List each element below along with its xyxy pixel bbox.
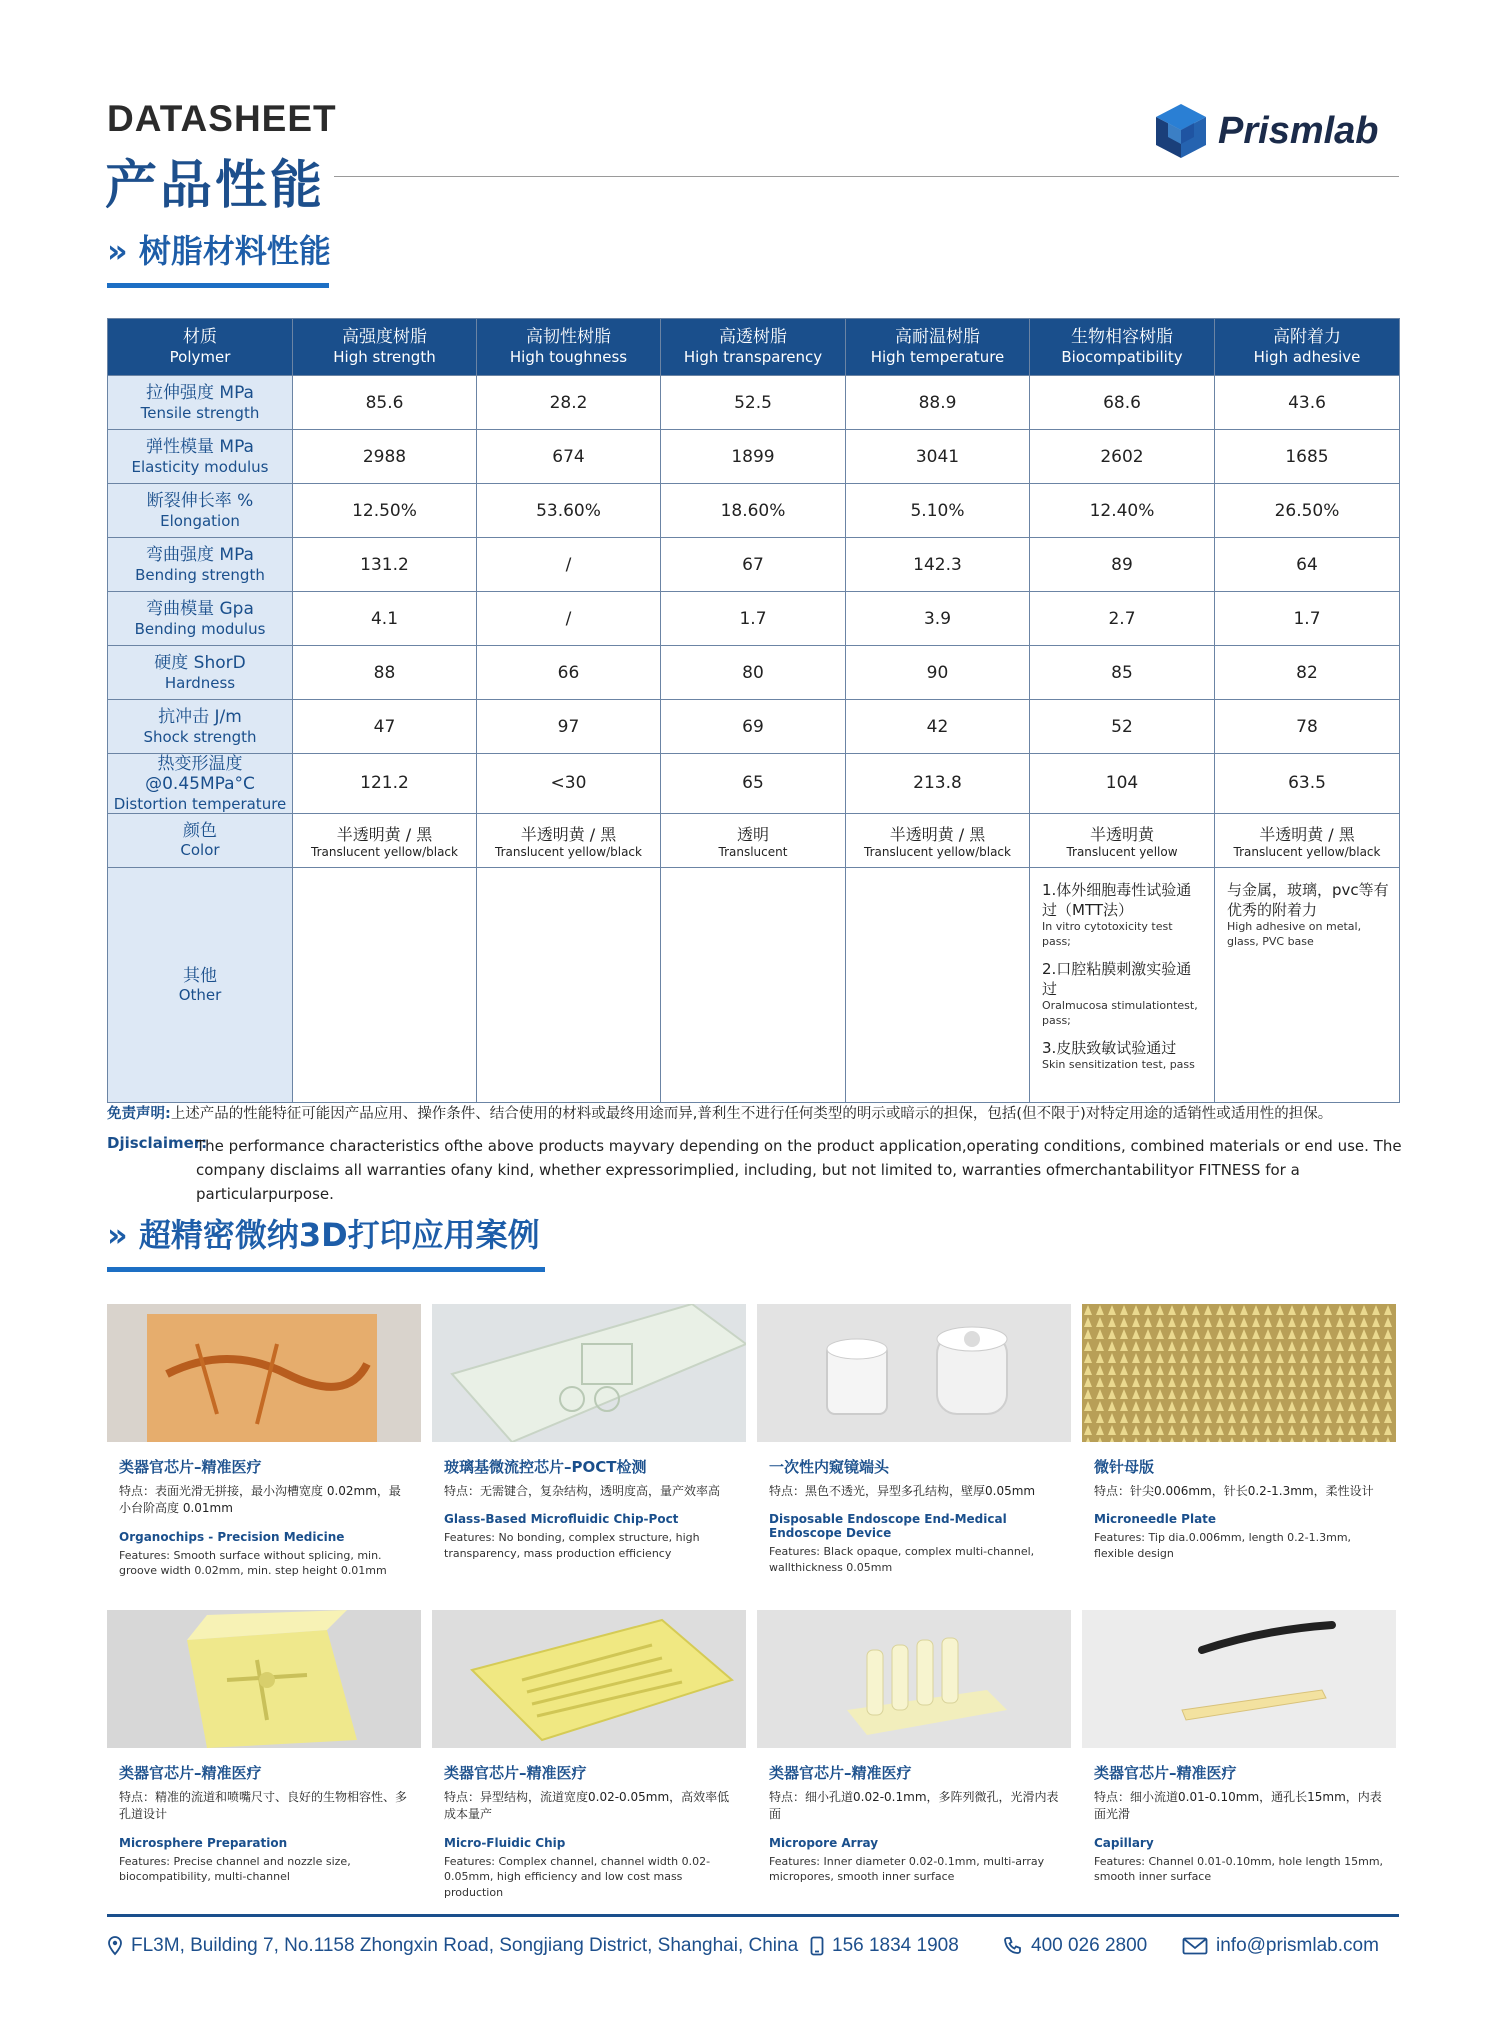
brand-name: Prismlab bbox=[1218, 109, 1379, 152]
prismlab-cube-icon bbox=[1152, 102, 1210, 160]
table-cell: 85.6 bbox=[293, 376, 477, 430]
case-title-en: Capillary bbox=[1094, 1835, 1154, 1850]
color-cell bbox=[477, 813, 661, 867]
table-cell: 213.8 bbox=[846, 754, 1030, 814]
row-header-en: Distortion temperature bbox=[113, 794, 287, 813]
case-photo bbox=[432, 1304, 746, 1442]
row-header-en: Hardness bbox=[164, 673, 236, 692]
table-cell: 1.7 bbox=[661, 592, 846, 646]
disclaimer-en-text: The performance characteristics ofthe above products mayvary depending on the product application,operating conditions, combined materials or end use. The company disclaims all warranties ofany kind, whether expressorimplied, including, but not limited to, warranties ofmerchantabilityor FITNESS for a particularpurpose. bbox=[196, 1137, 1402, 1203]
row-header-cn: 其他 bbox=[183, 965, 217, 986]
case-desc-en: Features: Smooth surface without splicing, min. groove width 0.02mm, min. step height 0.01mm bbox=[119, 1548, 387, 1578]
row-header-cn: 弯曲模量 Gpa bbox=[146, 599, 254, 620]
section-underline bbox=[107, 1267, 545, 1272]
case-title-cn: 玻璃基微流控芯片–POCT检测 bbox=[444, 1458, 647, 1476]
email-icon bbox=[1182, 1937, 1208, 1955]
case-title-cn: 类器官芯片–精准医疗 bbox=[1094, 1764, 1237, 1782]
table-cell: 65 bbox=[661, 754, 846, 814]
datasheet-title: DATASHEET bbox=[107, 98, 337, 139]
column-header-cn: 高强度树脂 bbox=[342, 327, 427, 347]
color-cn: 半透明黄 / 黑 bbox=[1259, 824, 1355, 844]
resin-properties-table bbox=[107, 318, 1400, 1103]
column-header-en: Biocompatibility bbox=[1061, 348, 1183, 367]
row-header-cn: 弯曲强度 MPa bbox=[146, 545, 254, 566]
row-header-cn: 抗冲击 J/m bbox=[158, 707, 242, 728]
table-cell: 2988 bbox=[293, 430, 477, 484]
row-header bbox=[108, 754, 293, 814]
table-cell: 85 bbox=[1030, 646, 1215, 700]
disclaimer-cn-text: 上述产品的性能特征可能因产品应用、操作条件、结合使用的材料或最终用途而异,普利生不进行任何类型的明示或暗示的担保，包括(但不限于)对特定用途的适销性或适用性的担保。 bbox=[170, 1106, 1333, 1122]
table-cell: 3.9 bbox=[846, 592, 1030, 646]
empty-cell bbox=[477, 867, 661, 1102]
datasheet-title-cn: 产品性能 bbox=[105, 156, 326, 216]
color-cell bbox=[1030, 813, 1215, 867]
adhesive-note-en: High adhesive on metal, glass, PVC base bbox=[1227, 920, 1362, 948]
row-header bbox=[108, 376, 293, 430]
case-photo bbox=[107, 1610, 421, 1748]
email-text[interactable]: info@prismlab.com bbox=[1216, 1935, 1379, 1956]
case-title-cn: 类器官芯片–精准医疗 bbox=[444, 1764, 587, 1782]
column-header-en: High transparency bbox=[683, 348, 823, 367]
bio-note-cn: 2.口腔粘膜刺激实验通过 bbox=[1042, 959, 1192, 999]
table-cell: 52.5 bbox=[661, 376, 846, 430]
color-cell bbox=[846, 813, 1030, 867]
bio-notes-cell bbox=[1030, 867, 1215, 1102]
case-desc-en: Features: Precise channel and nozzle size, biocompatibility, multi-channel bbox=[119, 1854, 351, 1884]
table-row-color bbox=[108, 813, 1400, 867]
footer-address bbox=[107, 1935, 798, 1957]
footer-mobile bbox=[810, 1935, 959, 1957]
table-cell: 1.7 bbox=[1215, 592, 1400, 646]
empty-cell bbox=[293, 867, 477, 1102]
table-cell: 121.2 bbox=[293, 754, 477, 814]
row-header-cn: 热变形温度 @0.45MPa°C bbox=[145, 754, 255, 795]
table-cell: 90 bbox=[846, 646, 1030, 700]
case-photo bbox=[107, 1304, 421, 1442]
table-cell: 26.50% bbox=[1215, 484, 1400, 538]
color-en: Translucent yellow/black bbox=[1233, 844, 1381, 859]
column-header-en: High toughness bbox=[509, 348, 628, 367]
color-en: Translucent yellow/black bbox=[495, 844, 642, 859]
bio-note-en: Skin sensitization test, pass bbox=[1042, 1058, 1195, 1072]
case-title-en: Microneedle Plate bbox=[1094, 1512, 1217, 1527]
case-card bbox=[107, 1610, 421, 1885]
bio-note-cn: 3.皮肤致敏试验通过 bbox=[1042, 1038, 1177, 1057]
color-en: Translucent bbox=[718, 844, 788, 859]
column-header-cn: 高韧性树脂 bbox=[526, 327, 611, 347]
column-header-resin bbox=[1215, 319, 1400, 376]
case-photo bbox=[1082, 1304, 1396, 1442]
row-header-cn: 颜色 bbox=[183, 821, 217, 842]
column-header-en: Polymer bbox=[169, 348, 231, 367]
table-cell: 2602 bbox=[1030, 430, 1215, 484]
row-header-en: Bending modulus bbox=[134, 619, 266, 638]
section-title-cases: » 超精密微纳3D打印应用案例 bbox=[107, 1216, 540, 1254]
empty-cell bbox=[846, 867, 1030, 1102]
case-title-cn: 一次性内窥镜端头 bbox=[769, 1458, 890, 1476]
section-title-resin: » 树脂材料性能 bbox=[107, 232, 331, 270]
table-row bbox=[108, 646, 1400, 700]
case-desc-cn: 特点：表面光滑无拼接，最小沟槽宽度 0.02mm，最小台阶高度 0.01mm bbox=[119, 1484, 401, 1516]
table-cell: / bbox=[477, 538, 661, 592]
table-cell: <30 bbox=[477, 754, 661, 814]
table-header-row bbox=[108, 319, 1400, 376]
table-row bbox=[108, 592, 1400, 646]
case-card bbox=[1082, 1610, 1396, 1885]
table-cell: 97 bbox=[477, 700, 661, 754]
case-title-cn: 类器官芯片–精准医疗 bbox=[119, 1458, 262, 1476]
column-header-polymer bbox=[108, 319, 293, 376]
table-cell: 68.6 bbox=[1030, 376, 1215, 430]
brand-logo bbox=[1152, 96, 1402, 166]
column-header-resin bbox=[661, 319, 846, 376]
row-header-cn: 硬度 ShorD bbox=[154, 653, 246, 674]
table-cell: 47 bbox=[293, 700, 477, 754]
color-cell bbox=[1215, 813, 1400, 867]
column-header-cn: 高附着力 bbox=[1273, 327, 1341, 347]
case-card bbox=[1082, 1304, 1396, 1561]
row-header-en: Shock strength bbox=[143, 727, 257, 746]
case-desc-cn: 特点：无需键合，复杂结构，透明度高，量产效率高 bbox=[444, 1484, 721, 1498]
case-card bbox=[432, 1304, 746, 1561]
row-header-cn: 断裂伸长率 % bbox=[146, 491, 254, 512]
footer-phone bbox=[1003, 1935, 1147, 1957]
empty-cell bbox=[661, 867, 846, 1102]
table-cell: 88 bbox=[293, 646, 477, 700]
color-cell bbox=[661, 813, 846, 867]
case-desc-en: Features: No bonding, complex structure, high transparency, mass production efficiency bbox=[444, 1531, 700, 1560]
table-row bbox=[108, 430, 1400, 484]
table-row bbox=[108, 700, 1400, 754]
color-en: Translucent yellow/black bbox=[864, 844, 1011, 859]
bio-note-cn: 1.体外细胞毒性试验通过（MTT法） bbox=[1042, 880, 1192, 920]
row-header-cn: 拉伸强度 MPa bbox=[146, 383, 254, 404]
disclaimer-cn-label: 免责声明: bbox=[107, 1106, 171, 1122]
table-cell: 28.2 bbox=[477, 376, 661, 430]
column-header-resin bbox=[846, 319, 1030, 376]
row-header-en: Tensile strength bbox=[140, 403, 260, 422]
color-cell bbox=[293, 813, 477, 867]
color-cn: 透明 bbox=[736, 824, 769, 844]
case-photo bbox=[757, 1610, 1071, 1748]
row-header-en: Elasticity modulus bbox=[131, 457, 269, 476]
table-row-other bbox=[108, 867, 1400, 1102]
column-header-en: High temperature bbox=[870, 348, 1005, 367]
table-cell: 82 bbox=[1215, 646, 1400, 700]
table-row bbox=[108, 376, 1400, 430]
phone-text[interactable]: 400 026 2800 bbox=[1031, 1935, 1148, 1956]
mobile-phone-icon bbox=[810, 1936, 824, 1956]
table-cell: 5.10% bbox=[846, 484, 1030, 538]
footer-email bbox=[1182, 1935, 1379, 1957]
color-en: Translucent yellow bbox=[1066, 844, 1178, 859]
table-row bbox=[108, 538, 1400, 592]
column-header-en: High strength bbox=[333, 348, 436, 367]
location-pin-icon bbox=[107, 1936, 123, 1956]
row-header-en: Bending strength bbox=[135, 565, 265, 584]
bio-note-en: Oralmucosa stimulationtest, pass; bbox=[1042, 999, 1198, 1027]
table-cell: 53.60% bbox=[477, 484, 661, 538]
case-title-en: Micropore Array bbox=[769, 1835, 879, 1850]
table-cell: 63.5 bbox=[1215, 754, 1400, 814]
table-cell: 69 bbox=[661, 700, 846, 754]
table-cell: 67 bbox=[661, 538, 846, 592]
bio-note-en: In vitro cytotoxicity test pass; bbox=[1042, 920, 1173, 948]
case-title-en: Organochips - Precision Medicine bbox=[119, 1529, 345, 1544]
case-desc-cn: 特点：针尖0.006mm，针长0.2-1.3mm，柔性设计 bbox=[1094, 1484, 1374, 1498]
row-header bbox=[108, 813, 293, 867]
case-desc-cn: 特点：细小流道0.01-0.10mm，通孔长15mm，内表面光滑 bbox=[1094, 1790, 1382, 1822]
column-header-resin bbox=[477, 319, 661, 376]
row-header bbox=[108, 592, 293, 646]
row-header-cn: 弹性模量 MPa bbox=[146, 437, 254, 458]
table-cell: 1685 bbox=[1215, 430, 1400, 484]
adhesive-note-cn: 与金属，玻璃，pvc等有优秀的附着力 bbox=[1227, 880, 1389, 920]
mobile-text[interactable]: 156 1834 1908 bbox=[832, 1935, 959, 1956]
case-card bbox=[757, 1610, 1071, 1885]
color-cn: 半透明黄 / 黑 bbox=[889, 824, 986, 844]
phone-icon bbox=[1003, 1936, 1023, 1956]
row-header bbox=[108, 700, 293, 754]
case-desc-en: Features: Inner diameter 0.02-0.1mm, multi-array micropores, smooth inner surface bbox=[769, 1854, 1045, 1884]
table-cell: 18.60% bbox=[661, 484, 846, 538]
table-cell: 12.40% bbox=[1030, 484, 1215, 538]
table-cell: 1899 bbox=[661, 430, 846, 484]
table-cell: 66 bbox=[477, 646, 661, 700]
table-cell: 88.9 bbox=[846, 376, 1030, 430]
case-card bbox=[107, 1304, 421, 1579]
color-cn: 半透明黄 / 黑 bbox=[520, 824, 617, 844]
column-header-cn: 生物相容树脂 bbox=[1071, 327, 1173, 347]
table-cell: 3041 bbox=[846, 430, 1030, 484]
row-header bbox=[108, 430, 293, 484]
row-header-en: Other bbox=[178, 985, 222, 1004]
color-cn: 半透明黄 / 黑 bbox=[336, 824, 433, 844]
case-title-en: Disposable Endoscope End-Medical Endoscope Device bbox=[769, 1512, 1007, 1541]
case-title-en: Glass-Based Microfluidic Chip-Poct bbox=[444, 1512, 679, 1527]
case-title-cn: 类器官芯片–精准医疗 bbox=[769, 1764, 912, 1782]
row-header-en: Elongation bbox=[160, 511, 240, 530]
column-header-cn: 材质 bbox=[183, 327, 217, 347]
row-header-en: Color bbox=[180, 841, 220, 860]
disclaimer-cn bbox=[107, 1102, 1407, 1123]
case-photo bbox=[432, 1610, 746, 1748]
table-cell: 104 bbox=[1030, 754, 1215, 814]
table-cell: 52 bbox=[1030, 700, 1215, 754]
case-title-en: Micro-Fluidic Chip bbox=[444, 1835, 566, 1850]
case-title-cn: 类器官芯片–精准医疗 bbox=[119, 1764, 262, 1782]
table-cell: 89 bbox=[1030, 538, 1215, 592]
adhesive-note-cell bbox=[1215, 867, 1400, 1102]
column-header-cn: 高透树脂 bbox=[719, 327, 787, 347]
column-header-resin bbox=[293, 319, 477, 376]
column-header-en: High adhesive bbox=[1253, 348, 1361, 367]
case-card bbox=[432, 1610, 746, 1900]
case-card bbox=[757, 1304, 1071, 1575]
table-cell: 78 bbox=[1215, 700, 1400, 754]
case-desc-en: Features: Tip dia.0.006mm, length 0.2-1.3mm, flexible design bbox=[1094, 1531, 1352, 1560]
case-photo bbox=[757, 1304, 1071, 1442]
table-cell: 4.1 bbox=[293, 592, 477, 646]
header-divider bbox=[334, 176, 1399, 177]
case-title-cn: 微针母版 bbox=[1094, 1458, 1155, 1476]
row-header bbox=[108, 538, 293, 592]
table-cell: 142.3 bbox=[846, 538, 1030, 592]
color-en: Translucent yellow/black bbox=[311, 844, 458, 859]
case-desc-cn: 特点：细小孔道0.02-0.1mm，多阵列微孔，光滑内表面 bbox=[769, 1790, 1059, 1822]
section-underline bbox=[107, 283, 329, 288]
table-row bbox=[108, 484, 1400, 538]
row-header bbox=[108, 484, 293, 538]
table-cell: 131.2 bbox=[293, 538, 477, 592]
row-header bbox=[108, 867, 293, 1102]
column-header-resin bbox=[1030, 319, 1215, 376]
row-header bbox=[108, 646, 293, 700]
table-row bbox=[108, 754, 1400, 814]
column-header-cn: 高耐温树脂 bbox=[895, 327, 980, 347]
case-desc-cn: 特点：黑色不透光，异型多孔结构，壁厚0.05mm bbox=[769, 1484, 1036, 1498]
address-text: FL3M, Building 7, No.1158 Zhongxin Road, Songjiang District, Shanghai, China bbox=[131, 1935, 799, 1956]
footer-divider bbox=[107, 1914, 1399, 1917]
case-desc-en: Features: Channel 0.01-0.10mm, hole length 15mm, smooth inner surface bbox=[1094, 1854, 1384, 1884]
table-cell: 64 bbox=[1215, 538, 1400, 592]
case-desc-cn: 特点：精准的流道和喷嘴尺寸、良好的生物相容性、多孔道设计 bbox=[119, 1790, 408, 1822]
color-cn: 半透明黄 bbox=[1089, 824, 1154, 844]
case-desc-en: Features: Complex channel, channel width 0.02-0.05mm, high efficiency and low cost mass production bbox=[444, 1854, 711, 1899]
table-cell: / bbox=[477, 592, 661, 646]
disclaimer-en-label: Djisclaimer: bbox=[107, 1134, 208, 1152]
table-cell: 674 bbox=[477, 430, 661, 484]
table-cell: 43.6 bbox=[1215, 376, 1400, 430]
table-cell: 2.7 bbox=[1030, 592, 1215, 646]
case-title-en: Microsphere Preparation bbox=[119, 1835, 288, 1850]
case-desc-en: Features: Black opaque, complex multi-channel, wallthickness 0.05mm bbox=[769, 1545, 1035, 1574]
table-cell: 80 bbox=[661, 646, 846, 700]
case-photo bbox=[1082, 1610, 1396, 1748]
table-cell: 12.50% bbox=[293, 484, 477, 538]
table-cell: 42 bbox=[846, 700, 1030, 754]
case-desc-cn: 特点：异型结构，流道宽度0.02-0.05mm，高效率低成本量产 bbox=[444, 1790, 730, 1822]
